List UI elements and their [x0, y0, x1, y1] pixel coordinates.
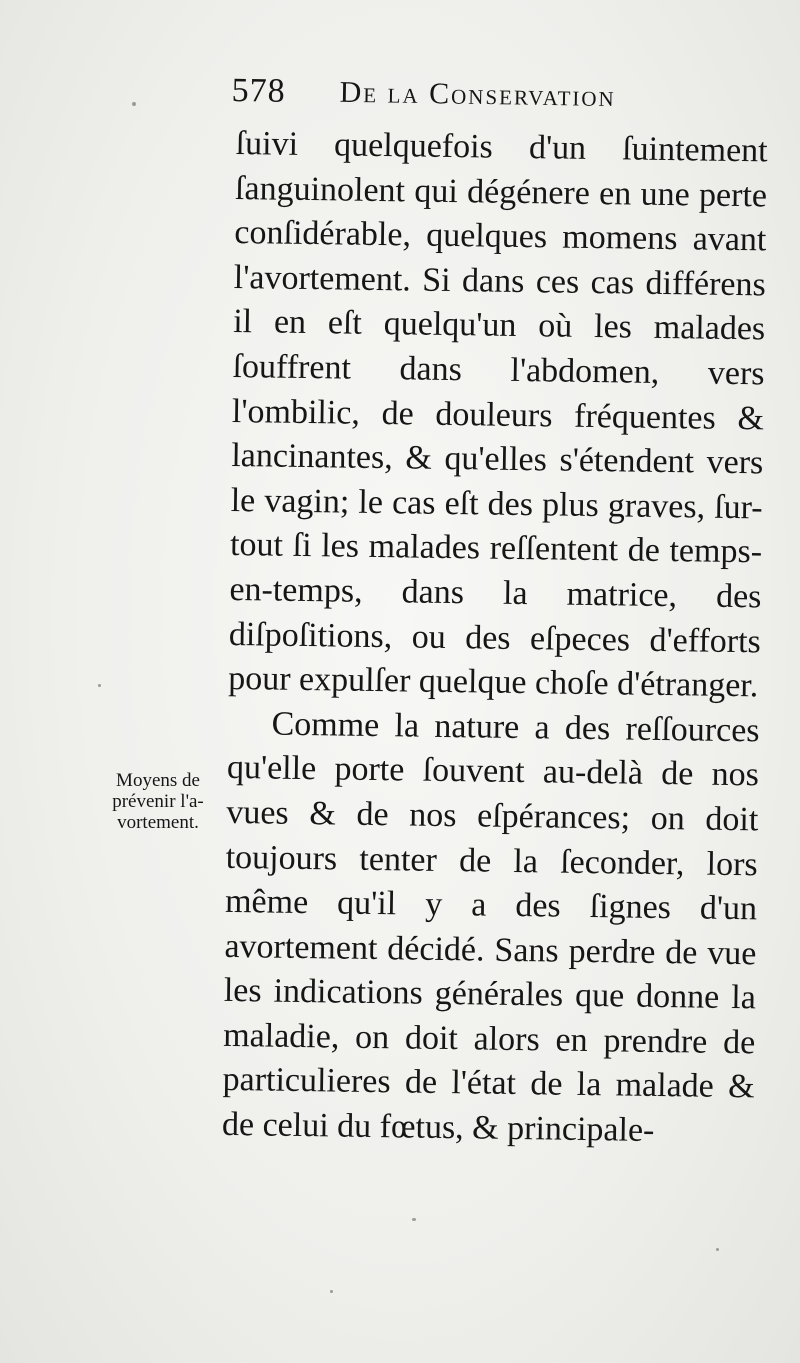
page-number: 578 [231, 71, 286, 110]
running-title: De la Conservation [339, 75, 616, 114]
body-text [222, 122, 768, 1155]
paper-speck [132, 102, 136, 106]
margin-note-line: prévenir l'a- [112, 791, 204, 812]
margin-note-line: Moyens de [116, 770, 200, 791]
paper-speck [412, 1218, 416, 1221]
paragraph-2: Comme la nature a des reſſources qu'elle porte ſouvent au-delà de nos vues & de nos eſpérances; on doit toujours tenter de la ſeconder, lors même qu'il y a des ſignes d'un avortement décidé. Sans perdre de vue les indications générales que donne la maladie, on doit alors en prendre de particulieres de l'état de la malade & de celui du fœtus, & principale- [221, 705, 760, 1150]
running-head [231, 70, 772, 128]
margin-note [78, 770, 238, 833]
paper-speck [98, 684, 101, 687]
paper-speck [716, 1248, 719, 1251]
paper-speck [330, 1290, 333, 1293]
paragraph-1: ſuivi quelquefois d'un ſuintement ſanguinolent qui dégénere en une perte conſidérable, quelques momens avant l'avortement. Si dans ces cas différens il en eſt quelqu'un où les malades ſouffrent dans l'abdomen, vers l'ombilic, de douleurs fréquentes & lancinantes, & qu'elles s'étendent vers le vagin; le cas eſt des plus graves, ſur-tout ſi les malades reſſentent de temps-en-temps, dans la matrice, des diſpoſitions, ou des eſpeces d'efforts pour expulſer quelque choſe d'étranger. [227, 124, 768, 705]
margin-note-line: vortement. [117, 812, 199, 833]
